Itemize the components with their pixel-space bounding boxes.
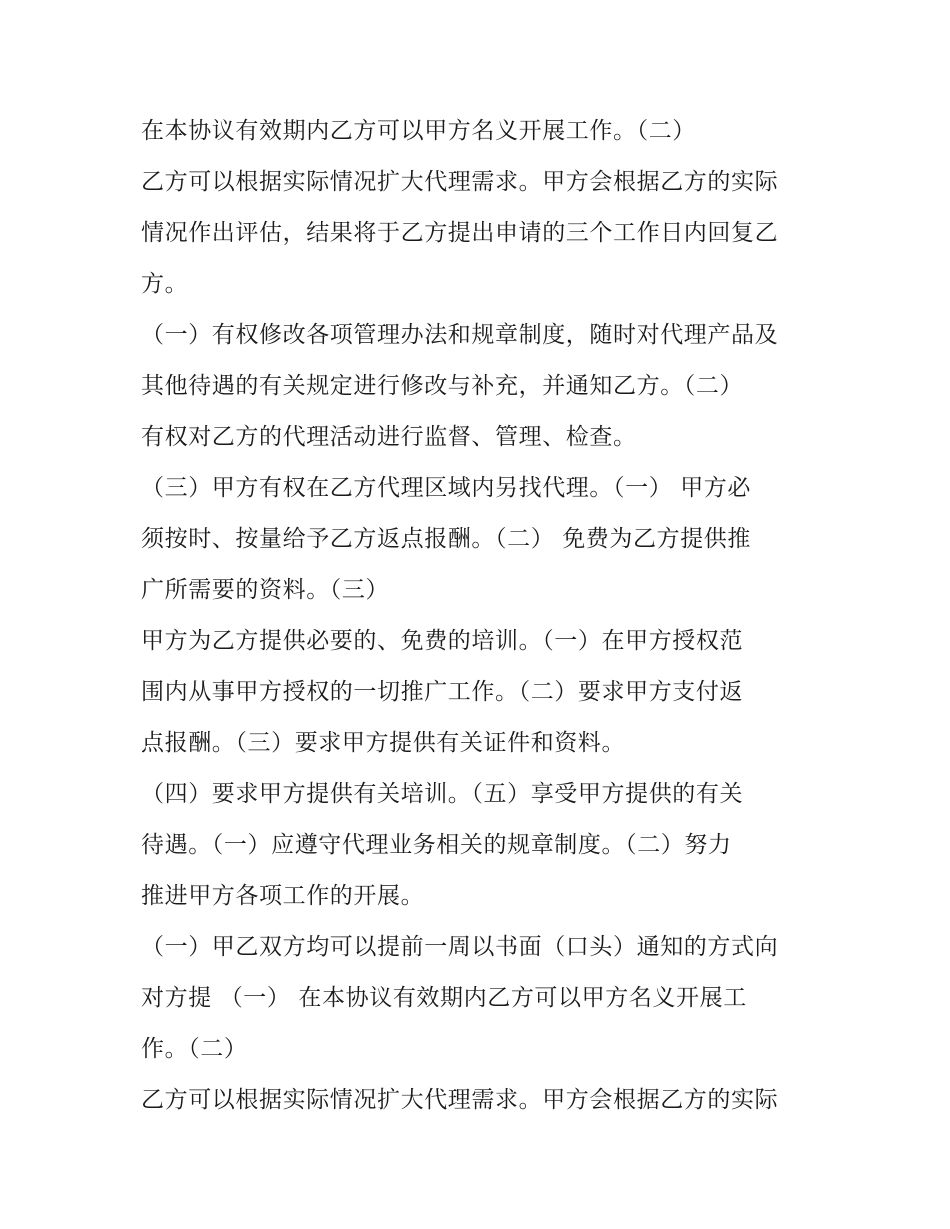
text-line: 围内从事甲方授权的一切推广工作。（二）要求甲方支付返: [141, 679, 744, 705]
text-line: 在本协议有效期内乙方可以甲方名义开展工作。（二）: [141, 118, 696, 144]
text-line: 待遇。（一）应遵守代理业务相关的规章制度。（二）努力: [141, 832, 732, 858]
document-body: [141, 106, 841, 1126]
text-line: 乙方可以根据实际情况扩大代理需求。甲方会根据乙方的实际: [141, 1087, 779, 1113]
text-line: 乙方可以根据实际情况扩大代理需求。甲方会根据乙方的实际: [141, 169, 779, 195]
text-line: （三）甲方有权在乙方代理区域内另找代理。（一） 甲方必: [141, 475, 752, 501]
text-line: （一）甲乙双方均可以提前一周以书面（口头）通知的方式向: [141, 934, 779, 960]
text-line: （一）有权修改各项管理办法和规章制度，随时对代理产品及: [141, 322, 779, 348]
text-line: 其他待遇的有关规定进行修改与补充，并通知乙方。（二）: [141, 373, 744, 399]
text-line: 作。（二）: [141, 1036, 248, 1062]
text-line: 甲方为乙方提供必要的、免费的培训。（一）在甲方授权范: [141, 628, 744, 654]
text-line: 情况作出评估，结果将于乙方提出申请的三个工作日内回复乙: [141, 220, 779, 246]
text-line: 方。: [141, 271, 189, 297]
text-line: 须按时、按量给予乙方返点报酬。（二） 免费为乙方提供推: [141, 526, 752, 552]
text-line: （四）要求甲方提供有关培训。（五）享受甲方提供的有关: [141, 781, 744, 807]
text-line: 点报酬。（三）要求甲方提供有关证件和资料。: [141, 730, 626, 756]
text-line: 有权对乙方的代理活动进行监督、管理、检查。: [141, 424, 637, 450]
text-line: 推进甲方各项工作的开展。: [141, 883, 425, 909]
text-line: 广所需要的资料。（三）: [141, 577, 390, 603]
text-line: 对方提 （一） 在本协议有效期内乙方可以甲方名义开展工: [141, 985, 747, 1011]
